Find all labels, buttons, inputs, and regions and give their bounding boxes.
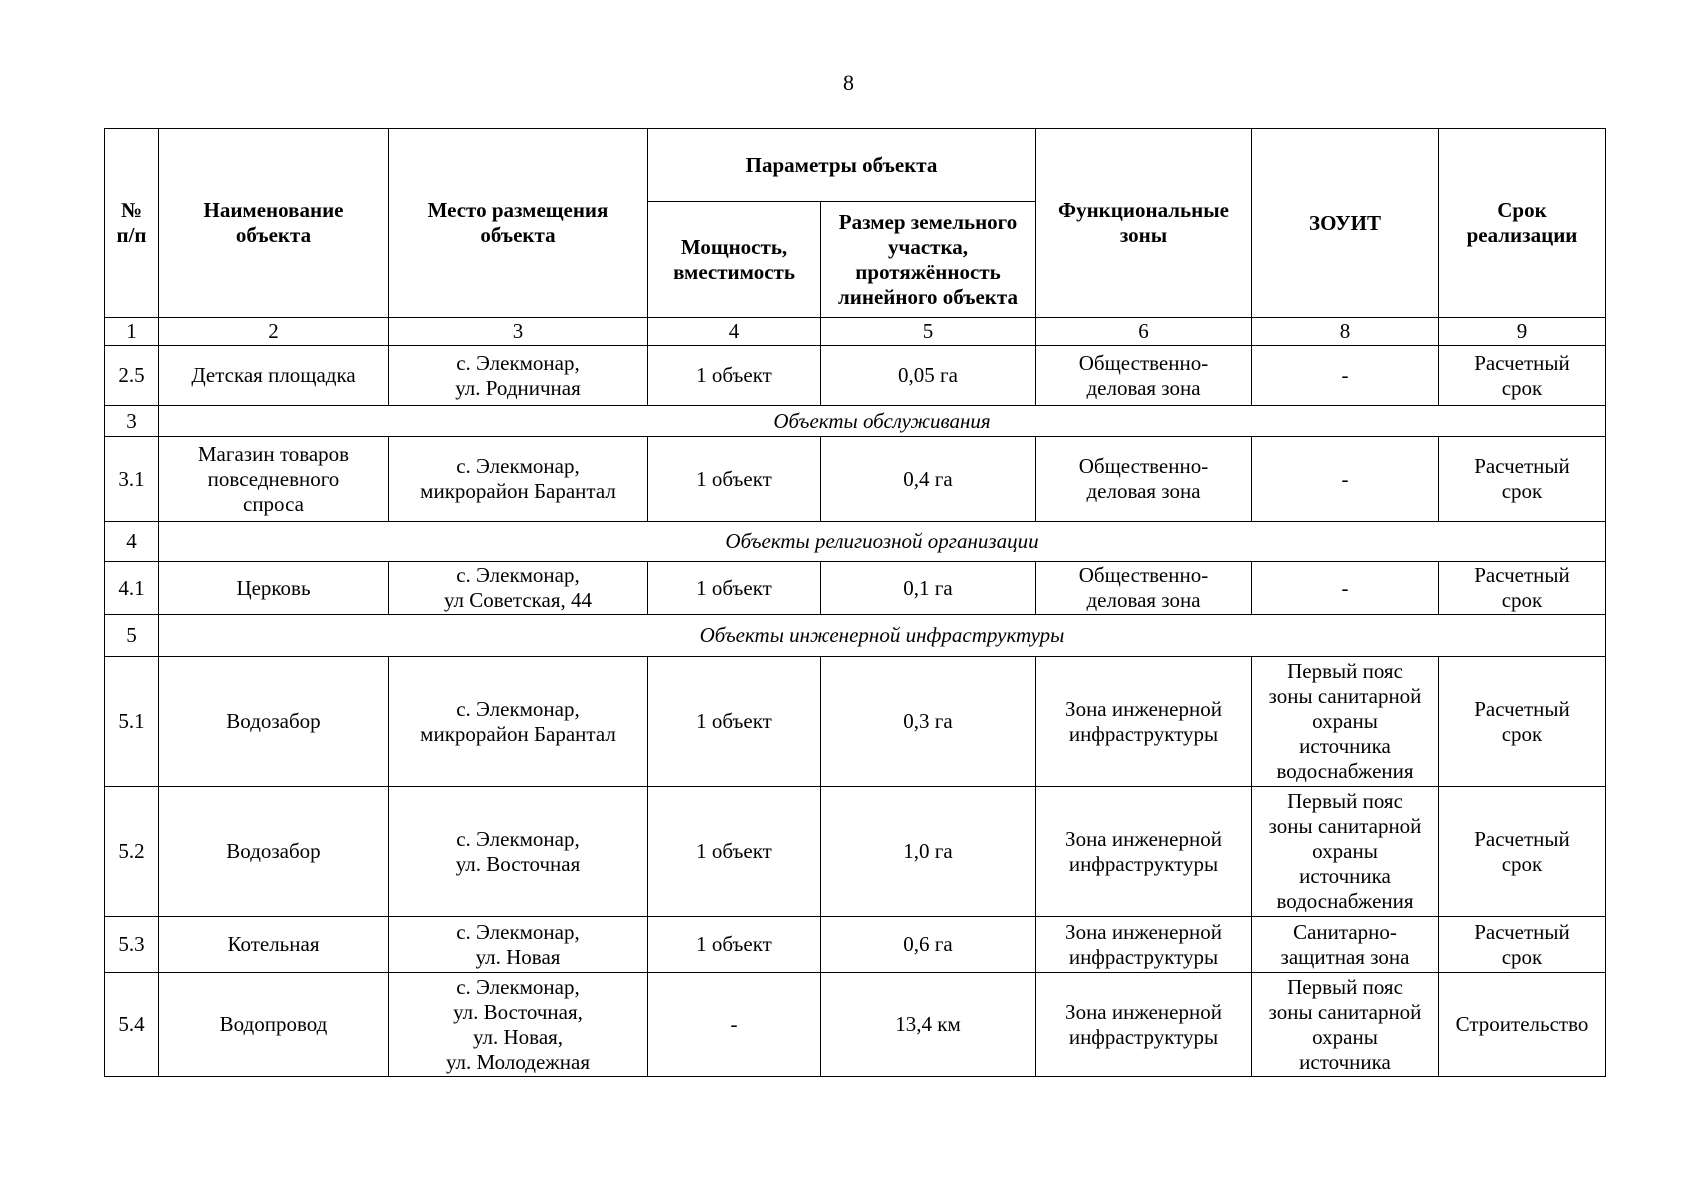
cell-capacity: 1 объект xyxy=(648,657,821,787)
cell-place: с. Элекмонар, микрорайон Барантал xyxy=(389,437,648,522)
cell-zone: Общественно- деловая зона xyxy=(1036,437,1252,522)
header-place: Место размещения объекта xyxy=(389,129,648,318)
table-row xyxy=(105,346,1606,406)
table-row xyxy=(105,562,1606,615)
cell-zone: Зона инженерной инфраструктуры xyxy=(1036,787,1252,917)
section-row xyxy=(105,406,1606,437)
col-number: 5 xyxy=(821,318,1036,346)
cell-zouit: Первый пояс зоны санитарной охраны источника водоснабжения xyxy=(1252,787,1439,917)
cell-name: Водопровод xyxy=(159,973,389,1077)
cell-num: 5.1 xyxy=(105,657,159,787)
col-number: 3 xyxy=(389,318,648,346)
cell-capacity: - xyxy=(648,973,821,1077)
section-row xyxy=(105,522,1606,562)
table-row xyxy=(105,973,1606,1077)
cell-term: Расчетный срок xyxy=(1439,562,1606,615)
cell-zouit: - xyxy=(1252,346,1439,406)
section-title: Объекты обслуживания xyxy=(159,406,1606,437)
cell-size: 0,3 га xyxy=(821,657,1036,787)
cell-place: с. Элекмонар, ул. Родничная xyxy=(389,346,648,406)
cell-name: Водозабор xyxy=(159,787,389,917)
col-number: 6 xyxy=(1036,318,1252,346)
page-number: 8 xyxy=(843,70,854,95)
cell-term: Расчетный срок xyxy=(1439,787,1606,917)
table-body xyxy=(105,346,1606,1077)
section-num: 4 xyxy=(105,522,159,562)
section-num: 5 xyxy=(105,615,159,657)
table-row xyxy=(105,657,1606,787)
cell-size: 0,1 га xyxy=(821,562,1036,615)
cell-name: Котельная xyxy=(159,917,389,973)
section-num: 3 xyxy=(105,406,159,437)
table-row xyxy=(105,437,1606,522)
table-header xyxy=(105,129,1606,346)
cell-capacity: 1 объект xyxy=(648,787,821,917)
cell-place: с. Элекмонар, ул. Восточная, ул. Новая, ул. Молодежная xyxy=(389,973,648,1077)
header-zones: Функциональные зоны xyxy=(1036,129,1252,318)
cell-size: 13,4 км xyxy=(821,973,1036,1077)
cell-size: 1,0 га xyxy=(821,787,1036,917)
header-num: № п/п xyxy=(105,129,159,318)
cell-capacity: 1 объект xyxy=(648,562,821,615)
cell-term: Расчетный срок xyxy=(1439,917,1606,973)
section-row xyxy=(105,615,1606,657)
cell-place: с. Элекмонар, микрорайон Барантал xyxy=(389,657,648,787)
cell-name: Церковь xyxy=(159,562,389,615)
cell-size: 0,4 га xyxy=(821,437,1036,522)
cell-zone: Зона инженерной инфраструктуры xyxy=(1036,657,1252,787)
section-title: Объекты инженерной инфраструктуры xyxy=(159,615,1606,657)
section-title: Объекты религиозной организации xyxy=(159,522,1606,562)
cell-num: 5.3 xyxy=(105,917,159,973)
col-number: 1 xyxy=(105,318,159,346)
cell-zouit: - xyxy=(1252,437,1439,522)
header-term: Срок реализации xyxy=(1439,129,1606,318)
cell-num: 4.1 xyxy=(105,562,159,615)
cell-term: Расчетный срок xyxy=(1439,437,1606,522)
cell-capacity: 1 объект xyxy=(648,346,821,406)
header-params: Параметры объекта xyxy=(648,129,1036,202)
col-number: 2 xyxy=(159,318,389,346)
cell-place: с. Элекмонар, ул Советская, 44 xyxy=(389,562,648,615)
cell-term: Расчетный срок xyxy=(1439,657,1606,787)
cell-size: 0,05 га xyxy=(821,346,1036,406)
col-number: 8 xyxy=(1252,318,1439,346)
cell-zone: Общественно- деловая зона xyxy=(1036,562,1252,615)
header-capacity: Мощность, вместимость xyxy=(648,202,821,318)
header-zouit: ЗОУИТ xyxy=(1252,129,1439,318)
cell-name: Магазин товаров повседневного спроса xyxy=(159,437,389,522)
header-name: Наименование объекта xyxy=(159,129,389,318)
cell-capacity: 1 объект xyxy=(648,917,821,973)
cell-capacity: 1 объект xyxy=(648,437,821,522)
table-row xyxy=(105,787,1606,917)
cell-num: 5.2 xyxy=(105,787,159,917)
cell-zouit: - xyxy=(1252,562,1439,615)
cell-zone: Зона инженерной инфраструктуры xyxy=(1036,917,1252,973)
cell-place: с. Элекмонар, ул. Новая xyxy=(389,917,648,973)
cell-zone: Зона инженерной инфраструктуры xyxy=(1036,973,1252,1077)
header-size: Размер земельного участка, протяжённость линейного объекта xyxy=(821,202,1036,318)
cell-term: Расчетный срок xyxy=(1439,346,1606,406)
cell-zouit: Первый пояс зоны санитарной охраны источника xyxy=(1252,973,1439,1077)
cell-zone: Общественно- деловая зона xyxy=(1036,346,1252,406)
cell-name: Водозабор xyxy=(159,657,389,787)
cell-num: 5.4 xyxy=(105,973,159,1077)
cell-place: с. Элекмонар, ул. Восточная xyxy=(389,787,648,917)
cell-size: 0,6 га xyxy=(821,917,1036,973)
cell-zouit: Санитарно- защитная зона xyxy=(1252,917,1439,973)
cell-num: 2.5 xyxy=(105,346,159,406)
cell-term: Строительство xyxy=(1439,973,1606,1077)
objects-table xyxy=(104,128,1606,1077)
cell-zouit: Первый пояс зоны санитарной охраны источника водоснабжения xyxy=(1252,657,1439,787)
col-number: 4 xyxy=(648,318,821,346)
cell-num: 3.1 xyxy=(105,437,159,522)
table-row xyxy=(105,917,1606,973)
col-number: 9 xyxy=(1439,318,1606,346)
cell-name: Детская площадка xyxy=(159,346,389,406)
